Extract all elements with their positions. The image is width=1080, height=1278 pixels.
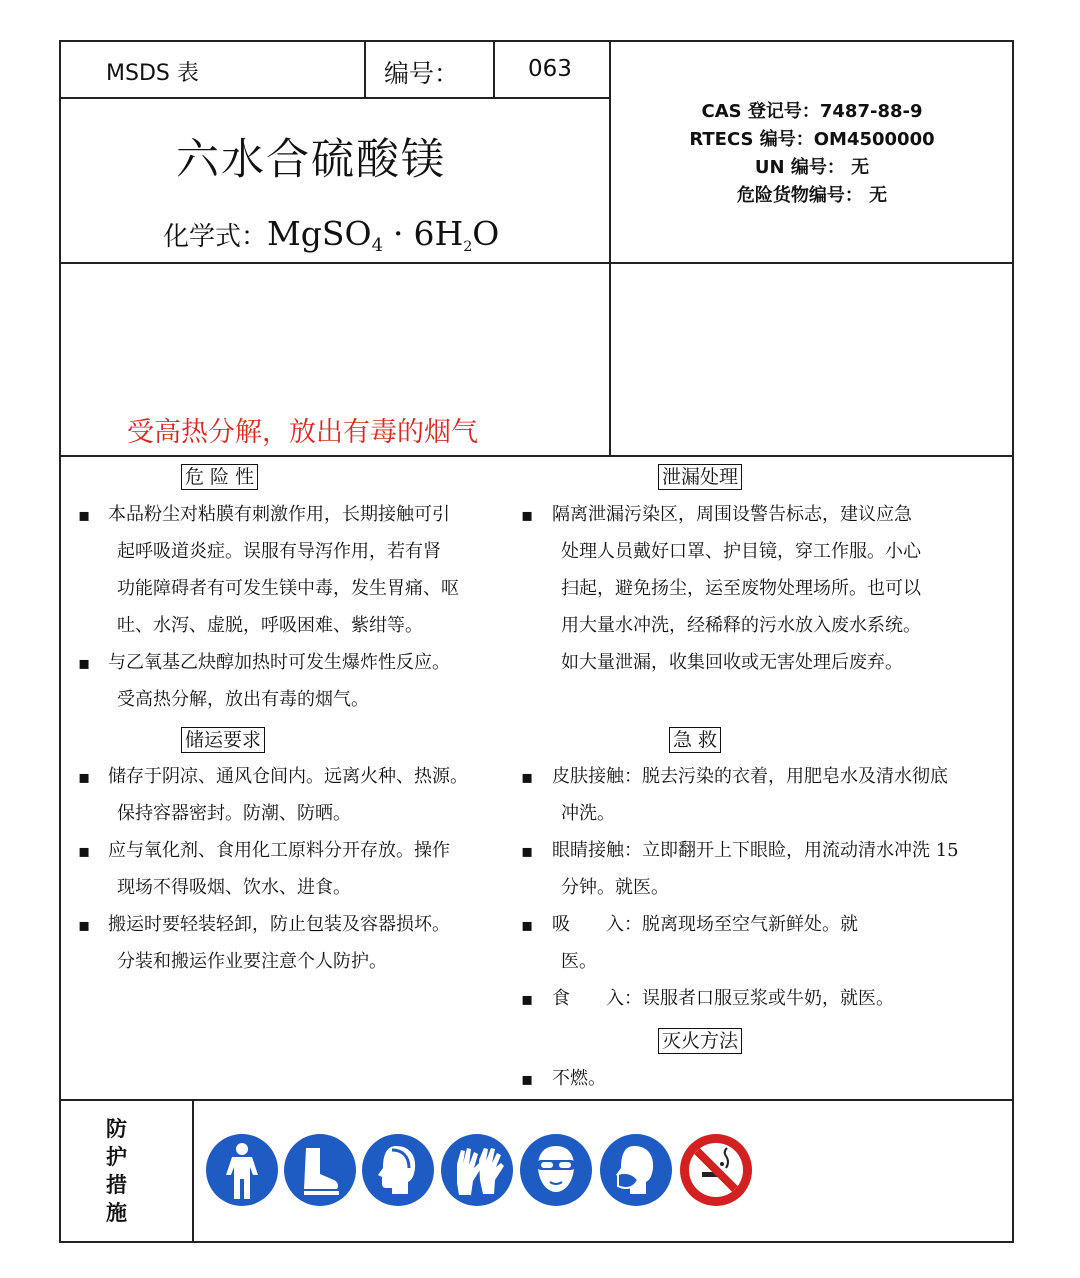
hazard-line: 受高热分解，放出有毒的烟气。 (117, 689, 369, 710)
firstaid-line: 食 入：误服者口服豆浆或牛奶，就医。 (552, 988, 894, 1009)
divider (59, 1099, 1014, 1101)
goggles-icon (520, 1134, 592, 1206)
formula-part: O (472, 214, 500, 253)
leak-line: 用大量水冲洗，经稀释的污水放入废水系统。 (561, 615, 921, 636)
protection-label-char: 措 (106, 1172, 127, 1197)
storage-line: 应与氧化剂、食用化工原料分开存放。操作 (108, 840, 450, 861)
bullet: ▪ (78, 841, 91, 862)
safety-boots-icon (284, 1134, 356, 1206)
head-protection-icon (362, 1134, 434, 1206)
protection-label-char: 施 (106, 1200, 127, 1225)
leak-line: 处理人员戴好口罩、护目镜，穿工作服。小心 (561, 541, 921, 562)
bullet: ▪ (521, 505, 534, 526)
divider (364, 40, 366, 98)
hazard-line: 吐、水泻、虚脱，呼吸困难、紫绀等。 (117, 615, 423, 636)
firstaid-line: 皮肤接触：脱去污染的衣着，用肥皂水及清水彻底 (552, 766, 948, 787)
formula-dot: · (393, 214, 404, 253)
bullet: ▪ (521, 767, 534, 788)
storage-line: 搬运时要轻装轻卸，防止包装及容器损坏。 (108, 914, 450, 935)
dust-mask-icon (600, 1134, 672, 1206)
bullet: ▪ (78, 915, 91, 936)
bullet: ▪ (78, 653, 91, 674)
storage-line: 保持容器密封。防潮、防晒。 (117, 803, 351, 824)
storage-title: 储运要求 (181, 727, 265, 753)
number-label: 编号： (384, 59, 460, 88)
bullet: ▪ (521, 1069, 534, 1090)
divider (493, 40, 495, 98)
firstaid-line: 分钟。就医。 (561, 877, 669, 898)
divider (59, 455, 1014, 457)
un-number: UN 编号： 无 (754, 157, 870, 178)
firstaid-line: 医。 (561, 951, 597, 972)
storage-line: 分装和搬运作业要注意个人防护。 (117, 951, 387, 972)
leak-line: 隔离泄漏污染区，周围设警告标志，建议应急 (552, 504, 912, 525)
hazard-line: 本品粉尘对粘膜有刺激作用，长期接触可引 (108, 504, 450, 525)
firstaid-line: 眼睛接触：立即翻开上下眼睑，用流动清水冲洗 15 (552, 840, 959, 861)
leak-line: 如大量泄漏，收集回收或无害处理后废弃。 (561, 652, 903, 673)
chemical-name: 六水合硫酸镁 (176, 135, 446, 185)
formula-part: 6H (413, 214, 464, 253)
hazard-title: 危 险 性 (181, 464, 258, 490)
storage-line: 现场不得吸烟、饮水、进食。 (117, 877, 351, 898)
formula-subscript: 4 (371, 235, 384, 257)
divider (609, 40, 611, 456)
bullet: ▪ (521, 989, 534, 1010)
rtecs-number: RTECS 编号：OM4500000 (689, 129, 935, 150)
dangerous-goods-number: 危险货物编号： 无 (736, 185, 888, 206)
number-value: 063 (528, 56, 572, 82)
protection-label-char: 防 (106, 1116, 127, 1141)
bullet: ▪ (78, 767, 91, 788)
divider (192, 1099, 194, 1243)
form-label: MSDS 表 (106, 61, 199, 86)
formula-part: MgSO (267, 214, 372, 253)
formula-subscript: 2 (463, 239, 473, 256)
leak-title: 泄漏处理 (658, 464, 742, 490)
protective-suit-icon (206, 1134, 278, 1206)
firstaid-line: 冲洗。 (561, 803, 615, 824)
fire-line: 不燃。 (552, 1068, 606, 1089)
formula-label: 化学式： (163, 222, 268, 252)
bullet: ▪ (78, 505, 91, 526)
firstaid-title: 急 救 (669, 727, 721, 753)
firstaid-line: 吸 入：脱离现场至空气新鲜处。就 (552, 914, 858, 935)
protection-label-char: 护 (106, 1144, 127, 1169)
storage-line: 储存于阴凉、通风仓间内。远离火种、热源。 (108, 766, 468, 787)
bullet: ▪ (521, 841, 534, 862)
cas-number: CAS 登记号：7487-88-9 (701, 101, 923, 122)
bullet: ▪ (521, 915, 534, 936)
chemical-formula (163, 214, 499, 267)
warning-text: 受高热分解，放出有毒的烟气 (127, 417, 478, 448)
fire-title: 灭火方法 (658, 1028, 742, 1054)
gloves-icon (441, 1134, 513, 1206)
identifier-block (612, 98, 1012, 210)
leak-line: 扫起，避免扬尘，运至废物处理场所。也可以 (561, 578, 921, 599)
divider (59, 97, 611, 99)
protection-label (106, 1115, 132, 1227)
hazard-line: 与乙氧基乙炔醇加热时可发生爆炸性反应。 (108, 652, 450, 673)
hazard-line: 起呼吸道炎症。误服有导泻作用，若有肾 (117, 541, 441, 562)
no-smoking-icon (680, 1134, 752, 1206)
hazard-line: 功能障碍者有可发生镁中毒，发生胃痛、呕 (117, 578, 459, 599)
